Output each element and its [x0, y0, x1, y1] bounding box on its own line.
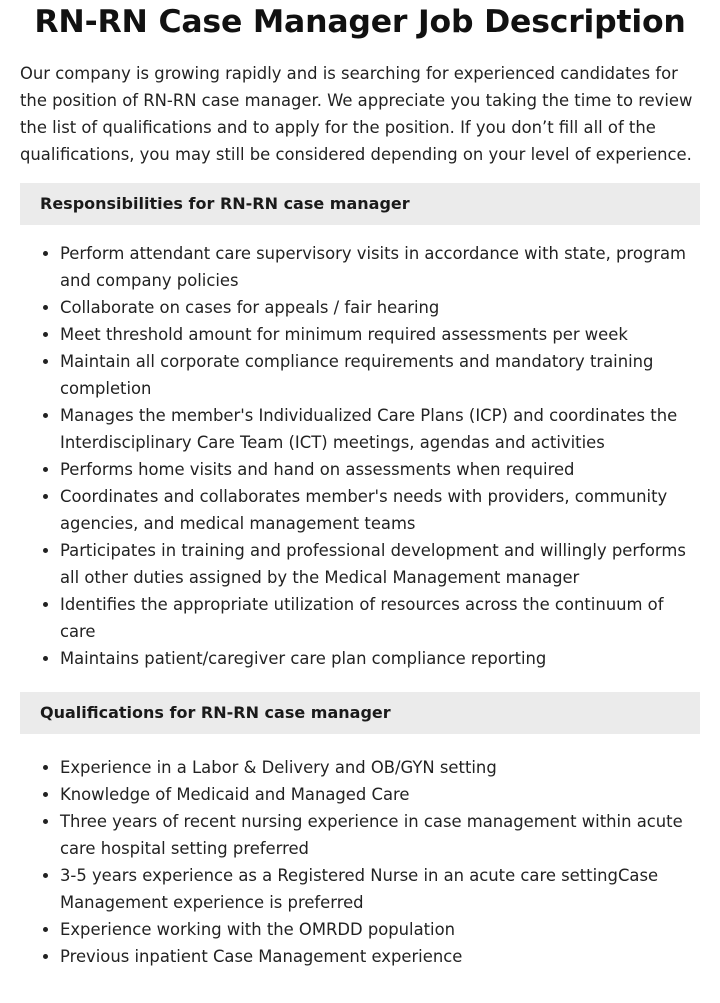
intro-paragraph: Our company is growing rapidly and is searching for experienced candidates for the position of RN-RN case manager. We appreciate you taking the time to review the list of qualifications and to apply for the position. If you don’t fill all of the qualifications, you may still be considered depending on your level of experience. [20, 64, 693, 164]
list-item: • Experience working with the OMRDD population [60, 916, 700, 943]
list-item: • Perform attendant care supervisory visits in accordance with state, program and company policies [60, 240, 700, 294]
list-item: • Three years of recent nursing experience in case management within acute care hospital setting preferred [60, 808, 700, 862]
list-item: • 3-5 years experience as a Registered Nurse in an acute care settingCase Management experience is preferred [60, 862, 700, 916]
list-item: • Previous inpatient Case Management experience [60, 943, 700, 970]
qualifications-list [20, 754, 700, 970]
list-item: • Participates in training and professional development and willingly performs all other duties assigned by the Medical Management manager [60, 537, 700, 591]
qualifications-heading: Qualifications for RN-RN case manager [20, 692, 700, 734]
list-item: • Identifies the appropriate utilization of resources across the continuum of care [60, 591, 700, 645]
list-item: • Manages the member's Individualized Care Plans (ICP) and coordinates the Interdisciplinary Care Team (ICT) meetings, agendas and activities [60, 402, 700, 456]
list-item: • Experience in a Labor & Delivery and OB/GYN setting [60, 754, 700, 781]
list-item: • Maintain all corporate compliance requirements and mandatory training completion [60, 348, 700, 402]
list-item: • Maintains patient/caregiver care plan compliance reporting [60, 645, 700, 672]
list-item: • Coordinates and collaborates member's needs with providers, community agencies, and medical management teams [60, 483, 700, 537]
responsibilities-heading: Responsibilities for RN-RN case manager [20, 183, 700, 225]
responsibilities-list [20, 240, 700, 672]
list-item: • Knowledge of Medicaid and Managed Care [60, 781, 700, 808]
page-title: RN-RN Case Manager Job Description [34, 4, 686, 40]
list-item: • Collaborate on cases for appeals / fair hearing [60, 294, 700, 321]
list-item: • Meet threshold amount for minimum required assessments per week [60, 321, 700, 348]
list-item: • Performs home visits and hand on assessments when required [60, 456, 700, 483]
